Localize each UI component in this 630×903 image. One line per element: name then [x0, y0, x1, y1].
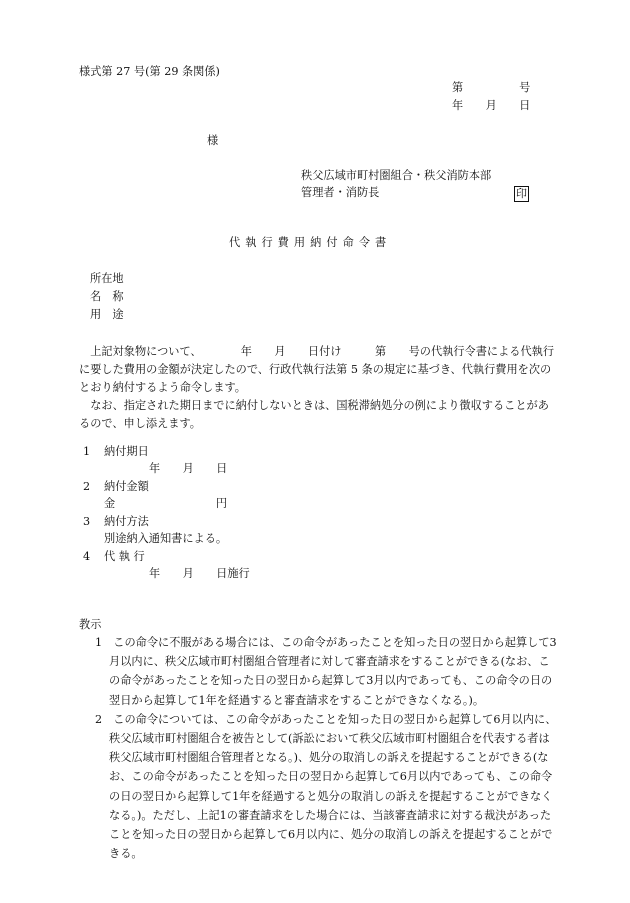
item-label-payment-method: 納付方法 [104, 515, 149, 528]
item-value-payment-method: 別途納入通知書による。 [104, 532, 228, 545]
form-number: 様式第 27 号(第 29 条関係) [79, 65, 220, 78]
body-text [79, 343, 555, 433]
item-number: 2 [83, 480, 91, 493]
document-date: 年 月 日 [452, 99, 531, 112]
notice-entry: 1 この命令に不服がある場合には、この命令があったことを知った日の翌日から起算して3月以内に、秩父広域市町村圏組合管理者に対して審査請求をすることができる(なお、この命令があったことを知った日の翌日から起算して3月以内であっても、この命令の日の翌日から起算して1年を経過すると審査請求をすることができなくなる。)。 [95, 636, 557, 707]
document-number: 第 号 [452, 81, 531, 94]
item-value-payment-deadline: 年 月 日 [149, 462, 228, 475]
item-value-payment-amount: 金 円 [104, 497, 228, 510]
item-label-payment-amount: 納付金額 [104, 480, 149, 493]
seal-label: 印 [516, 187, 527, 200]
field-location-label: 所在地 [90, 272, 124, 285]
addressee-suffix: 様 [207, 134, 219, 147]
issuer-organization: 秩父広域市町村圏組合・秩父消防本部 [301, 169, 492, 182]
body-paragraph: なお、指定された期日までに納付しないときは、国税滞納処分の例により徴収することがあるので、申し添えます。 [79, 399, 549, 430]
field-use-label: 用 途 [90, 308, 124, 321]
issuer-title: 管理者・消防長 [301, 186, 380, 199]
seal-mark [514, 186, 529, 202]
item-label-execution: 代 執 行 [104, 550, 145, 563]
field-name-label: 名 称 [90, 290, 124, 303]
item-number: 4 [83, 550, 91, 563]
notice-list [95, 633, 557, 863]
item-number: 3 [83, 515, 91, 528]
item-label-payment-deadline: 納付期日 [104, 445, 149, 458]
notice-entry: 2 この命令については、この命令があったことを知った日の翌日から起算して6月以内に、秩父広域市町村圏組合を被告として(訴訟において秩父広域市町村圏組合を代表する者は秩父広域市町村圏組合管理者となる。)、処分の取消しの訴えを提起することができる(なお、この命令があったことを知った日の翌日から起算して6月以内であっても、この命令の日の翌日から起算して1年を経過すると処分の取消しの訴えを提起することができなくなる。)。ただし、上記1の審査請求をした場合には、当該審査請求に対する裁決があったことを知った日の翌日から起算して6月以内に、処分の取消しの訴えを提起することができる。 [95, 712, 557, 861]
notice-heading: 教示 [79, 618, 102, 631]
item-value-execution: 年 月 日施行 [149, 567, 250, 580]
item-number: 1 [83, 445, 91, 458]
document-title: 代執行費用納付命令書 [229, 236, 392, 249]
body-paragraph: 上記対象物について、 年 月 日付け 第 号の代執行令書による代執行に要した費用の金額が決定したので、行政代執行法第 5 条の規定に基づき、代執行費用を次のとおり納付するよう命令します。 [79, 345, 555, 394]
